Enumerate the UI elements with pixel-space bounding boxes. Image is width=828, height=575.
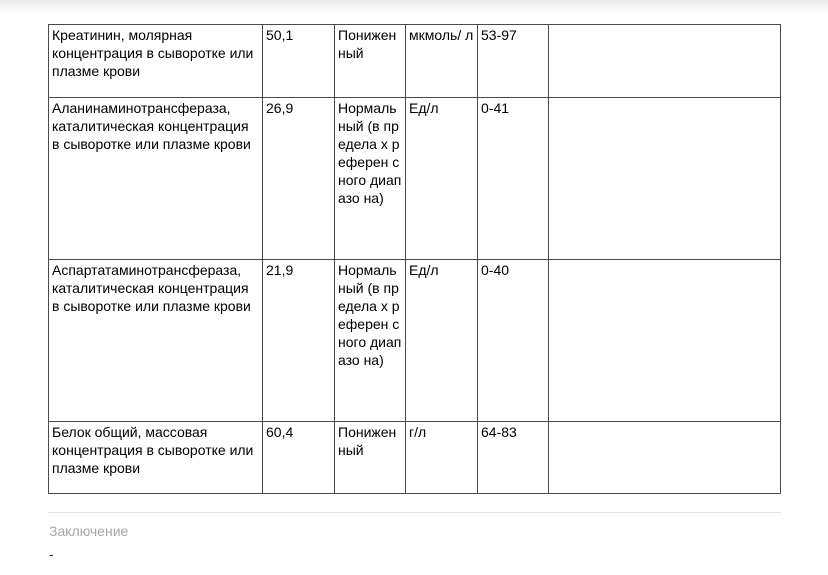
reference-range-cell: 53-97 [478,25,549,98]
table-row [49,422,781,494]
result-value-cell: 21,9 [263,260,335,422]
table-row [49,98,781,260]
lab-results-table [48,24,781,494]
unit-cell: г/л [406,422,478,494]
unit-cell: мкмоль/ л [406,25,478,98]
test-name-cell: Аланинаминотрансфераза, каталитическая концентрация в сыворотке или плазме крови [49,98,263,260]
conclusion-value: - [49,546,54,562]
comment-cell [549,25,781,98]
result-value-cell: 50,1 [263,25,335,98]
result-status-cell: Понижен ный [335,422,406,494]
test-name-cell: Аспартатаминотрансфераза, каталитическая концентрация в сыворотке или плазме крови [49,260,263,422]
comment-cell [549,98,781,260]
comment-cell [549,422,781,494]
conclusion-label: Заключение [49,523,129,539]
result-status-cell: Нормаль ный (в предела х референ сного диапазо на) [335,260,406,422]
comment-cell [549,260,781,422]
unit-cell: Ед/л [406,98,478,260]
reference-range-cell: 0-40 [478,260,549,422]
result-status-cell: Нормаль ный (в предела х референ сного диапазо на) [335,98,406,260]
result-value-cell: 26,9 [263,98,335,260]
reference-range-cell: 64-83 [478,422,549,494]
reference-range-cell: 0-41 [478,98,549,260]
table-row [49,25,781,98]
unit-cell: Ед/л [406,260,478,422]
test-name-cell: Белок общий, массовая концентрация в сыворотке или плазме крови [49,422,263,494]
result-status-cell: Понижен ный [335,25,406,98]
viewer-top-shadow [0,0,828,14]
test-name-cell: Креатинин, молярная концентрация в сыворотке или плазме крови [49,25,263,98]
result-value-cell: 60,4 [263,422,335,494]
section-divider [48,512,781,513]
table-row [49,260,781,422]
